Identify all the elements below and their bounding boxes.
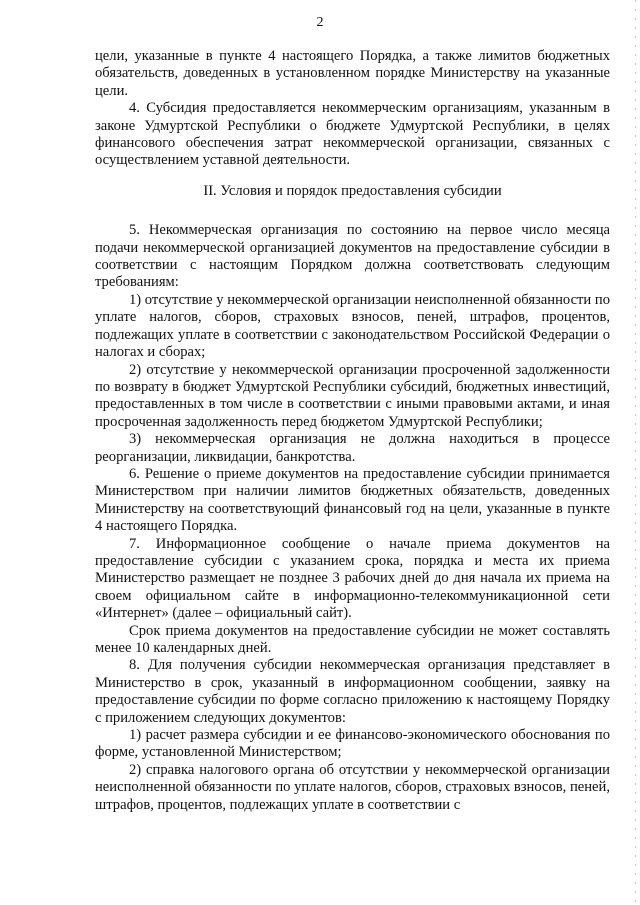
paragraph-continuation: цели, указанные в пункте 4 настоящего Порядка, а также лимитов бюджетных обязательств, доведенных в установленном порядке Министерству на указанные цели.	[95, 48, 610, 99]
paragraph-item-6: 6. Решение о приеме документов на предоставление субсидии принимается Министерством при наличии лимитов бюджетных обязательств, доведенных Министерству на соответствующий финансовый год на цели, указанные в пункте 4 настоящего Порядка.	[95, 465, 610, 535]
subitem-8-1: 1) расчет размера субсидии и ее финансово-экономического обоснования по форме, установленной Министерством;	[95, 727, 610, 761]
page-number: 2	[316, 15, 324, 30]
subitem-5-3: 3) некоммерческая организация не должна находиться в процессе реорганизации, ликвидации, банкротства.	[95, 431, 610, 465]
paragraph-item-7: 7. Информационное сообщение о начале приема документов на предоставление субсидии с указанием срока, порядка и места их приема Министерство размещает не позднее 3 рабочих дней до дня начала их приема на своем официальном сайте в информационно-телекоммуникационной сети «Интернет» (далее – официальный сайт).	[95, 535, 610, 622]
scan-edge-mark	[635, 0, 636, 905]
subitem-5-1: 1) отсутствие у некоммерческой организации неисполненной обязанности по уплате налогов, сборов, страховых взносов, пеней, штрафов, процентов, подлежащих уплате в соответствии с законодательством Российской Федерации о налогах и сборах;	[95, 291, 610, 361]
paragraph-item-5: 5. Некоммерческая организация по состоянию на первое число месяца подачи некоммерческой организацией документов на предоставление субсидии в соответствии с настоящим Порядком должна соответствовать следующим требованиям:	[95, 222, 610, 291]
document-body	[95, 48, 610, 814]
paragraph-item-4: 4. Субсидия предоставляется некоммерческим организациям, указанным в законе Удмуртской Республики о бюджете Удмуртской Республики, в целях финансового обеспечения затрат некоммерческой организации, связанных с осуществлением уставной деятельности.	[95, 100, 610, 169]
subitem-5-2: 2) отсутствие у некоммерческой организации просроченной задолженности по возврату в бюджет Удмуртской Республики субсидий, бюджетных инвестиций, предоставленных в том числе в соответствии с иными правовыми актами, и иная просроченная задолженность перед бюджетом Удмуртской Республики;	[95, 361, 610, 430]
paragraph-term: Срок приема документов на предоставление субсидии не может составлять менее 10 календарных дней.	[95, 622, 610, 656]
section-heading: II. Условия и порядок предоставления субсидии	[203, 182, 502, 199]
subitem-8-2: 2) справка налогового органа об отсутствии у некоммерческой организации неисполненной обязанности по уплате налогов, сборов, страховых взносов, пеней, штрафов, процентов, подлежащих уплате в соответствии с	[95, 761, 610, 813]
paragraph-item-8: 8. Для получения субсидии некоммерческая организация представляет в Министерство в срок, указанный в информационном сообщении, заявку на предоставление субсидии по форме согласно приложению к настоящему Порядку с приложением следующих документов:	[95, 657, 610, 726]
